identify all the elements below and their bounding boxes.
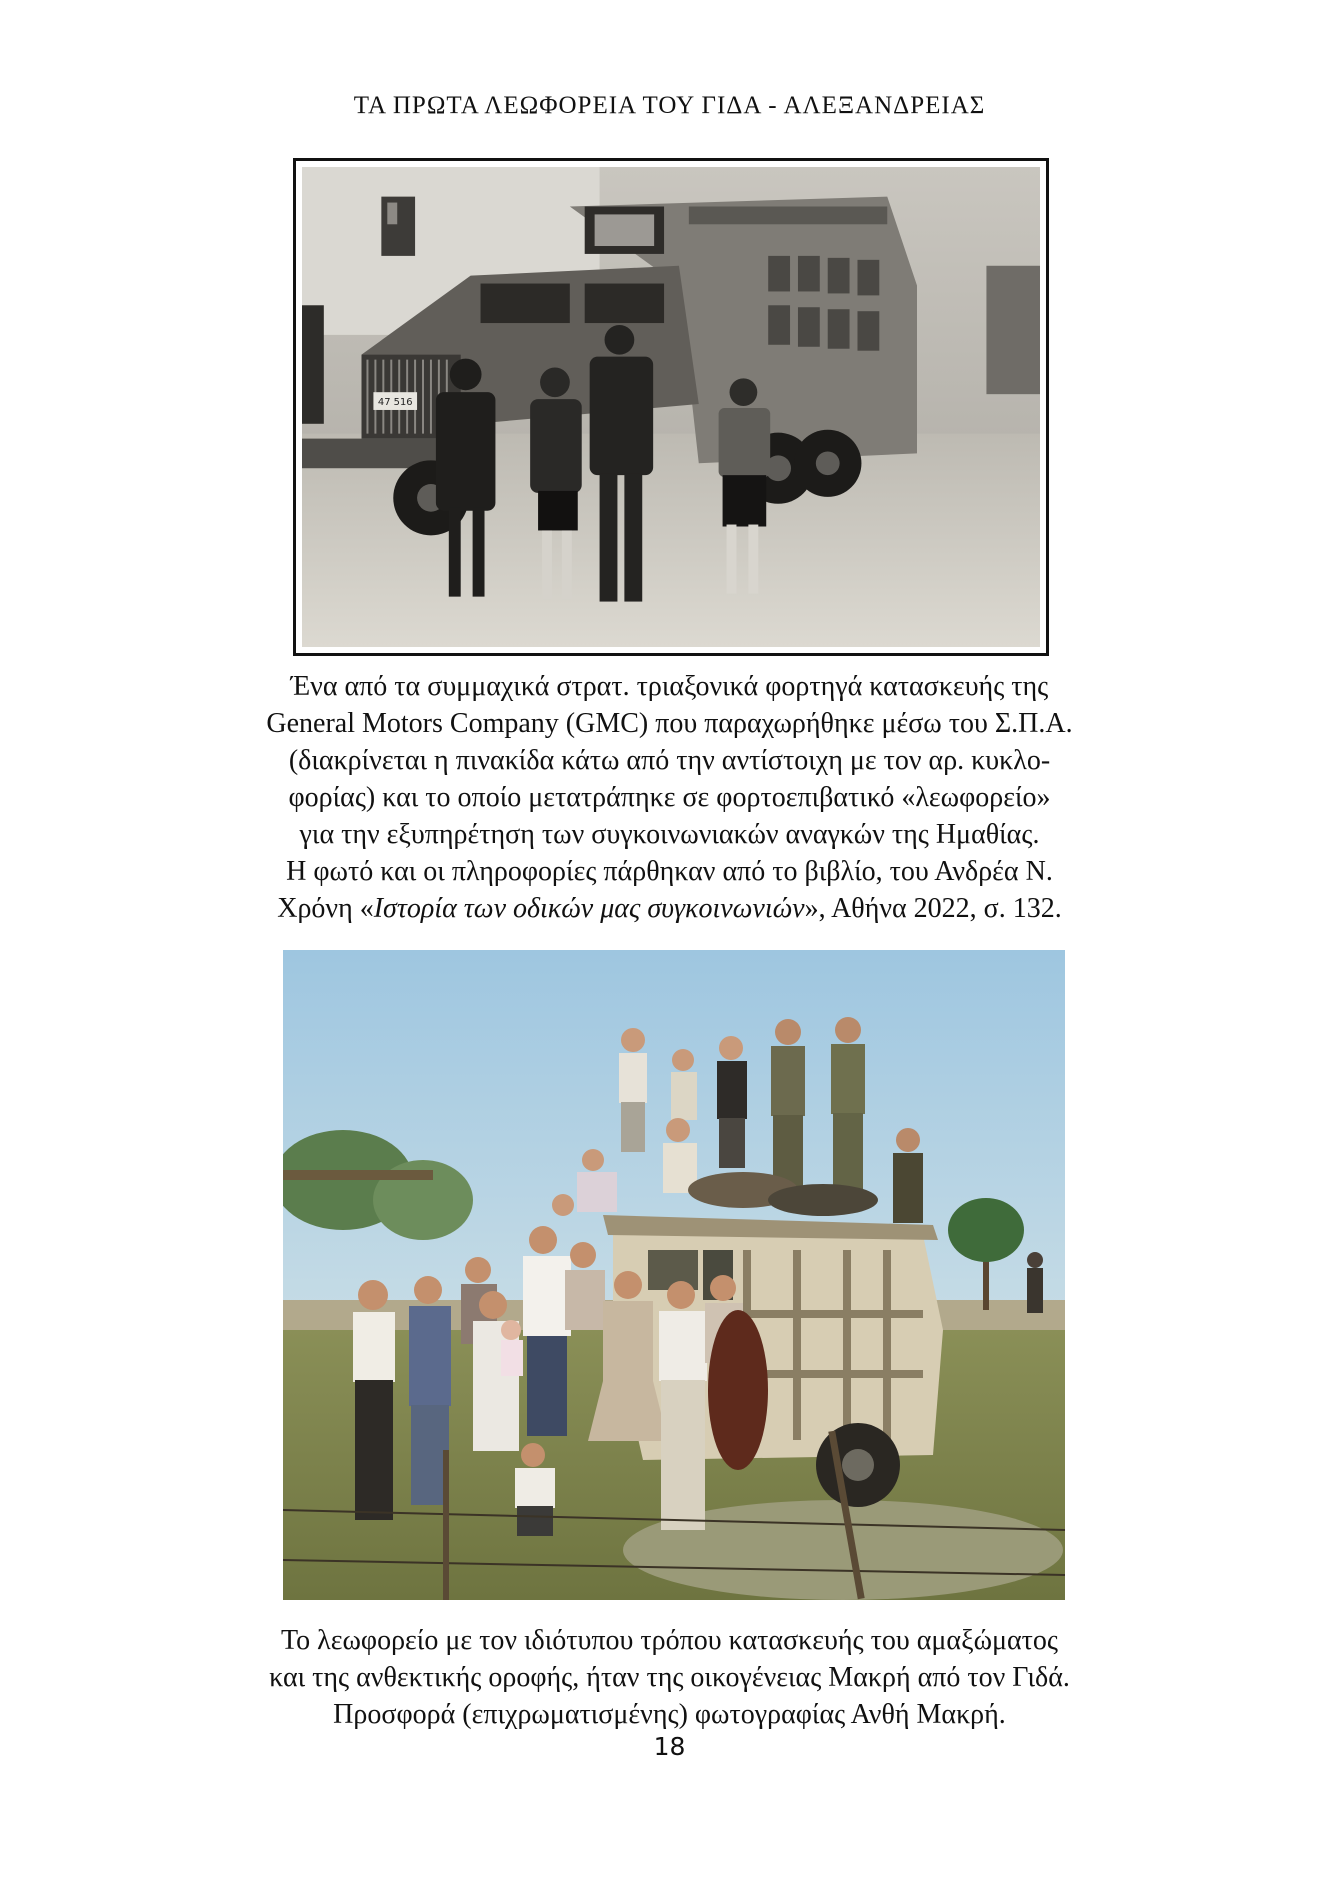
caption-1-line-7 bbox=[0, 890, 1339, 927]
caption-1-line-3: (διακρίνεται η πινακίδα κάτω από την αντίστοιχη με τον αρ. κυκλο- bbox=[288, 745, 1051, 776]
caption-1-line-6: Η φωτό και οι πληροφορίες πάρθηκαν από το βιβλίο, του Ανδρέα Ν. bbox=[286, 856, 1053, 887]
license-plate: 47 516 bbox=[377, 397, 413, 409]
photo-1-frame bbox=[293, 158, 1049, 656]
caption-1-line-4: φορίας) και το οποίο μετατράπηκε σε φορτοεπιβατικό «λεωφορείο» bbox=[288, 782, 1051, 813]
photo-1-caption bbox=[0, 668, 1339, 927]
caption-2-line-1: Το λεωφορείο με τον ιδιότυπου τρόπου κατασκευής του αμαξώματος bbox=[280, 1625, 1059, 1656]
caption-2-line-3: Προσφορά (επιχρωματισμένης) φωτογραφίας Ανθή Μακρή. bbox=[333, 1699, 1006, 1730]
caption-1-line-1: Ένα από τα συμμαχικά στρατ. τριαξονικά φορτηγά κατασκευής της bbox=[290, 671, 1049, 702]
page-number: 18 bbox=[653, 1732, 686, 1761]
truck-bus-photo bbox=[302, 167, 1040, 647]
book-title: Ιστορία των οδικών μας συγκοινωνιών bbox=[373, 893, 805, 924]
caption-1-line-2: General Motors Company (GMC) που παραχωρήθηκε μέσω του Σ.Π.Α. bbox=[266, 708, 1073, 739]
caption-1-line-5: για την εξυπηρέτηση των συγκοινωνιακών αναγκών της Ημαθίας. bbox=[299, 819, 1040, 850]
caption-1-line-7-suffix: », Αθήνα 2022, σ. 132. bbox=[804, 893, 1062, 924]
colorized-bus-family-photo bbox=[283, 950, 1065, 1600]
caption-2-line-2: και της ανθεκτικής οροφής, ήταν της οικογένειας Μακρή από τον Γιδά. bbox=[269, 1662, 1070, 1693]
caption-1-line-7-prefix: Χρόνη « bbox=[277, 893, 374, 924]
photo-2-caption bbox=[0, 1622, 1339, 1733]
page-header: ΤΑ ΠΡΩΤΑ ΛΕΩΦΟΡΕΙΑ ΤΟΥ ΓΙΔΑ - ΑΛΕΞΑΝΔΡΕΙΑΣ bbox=[353, 92, 986, 119]
